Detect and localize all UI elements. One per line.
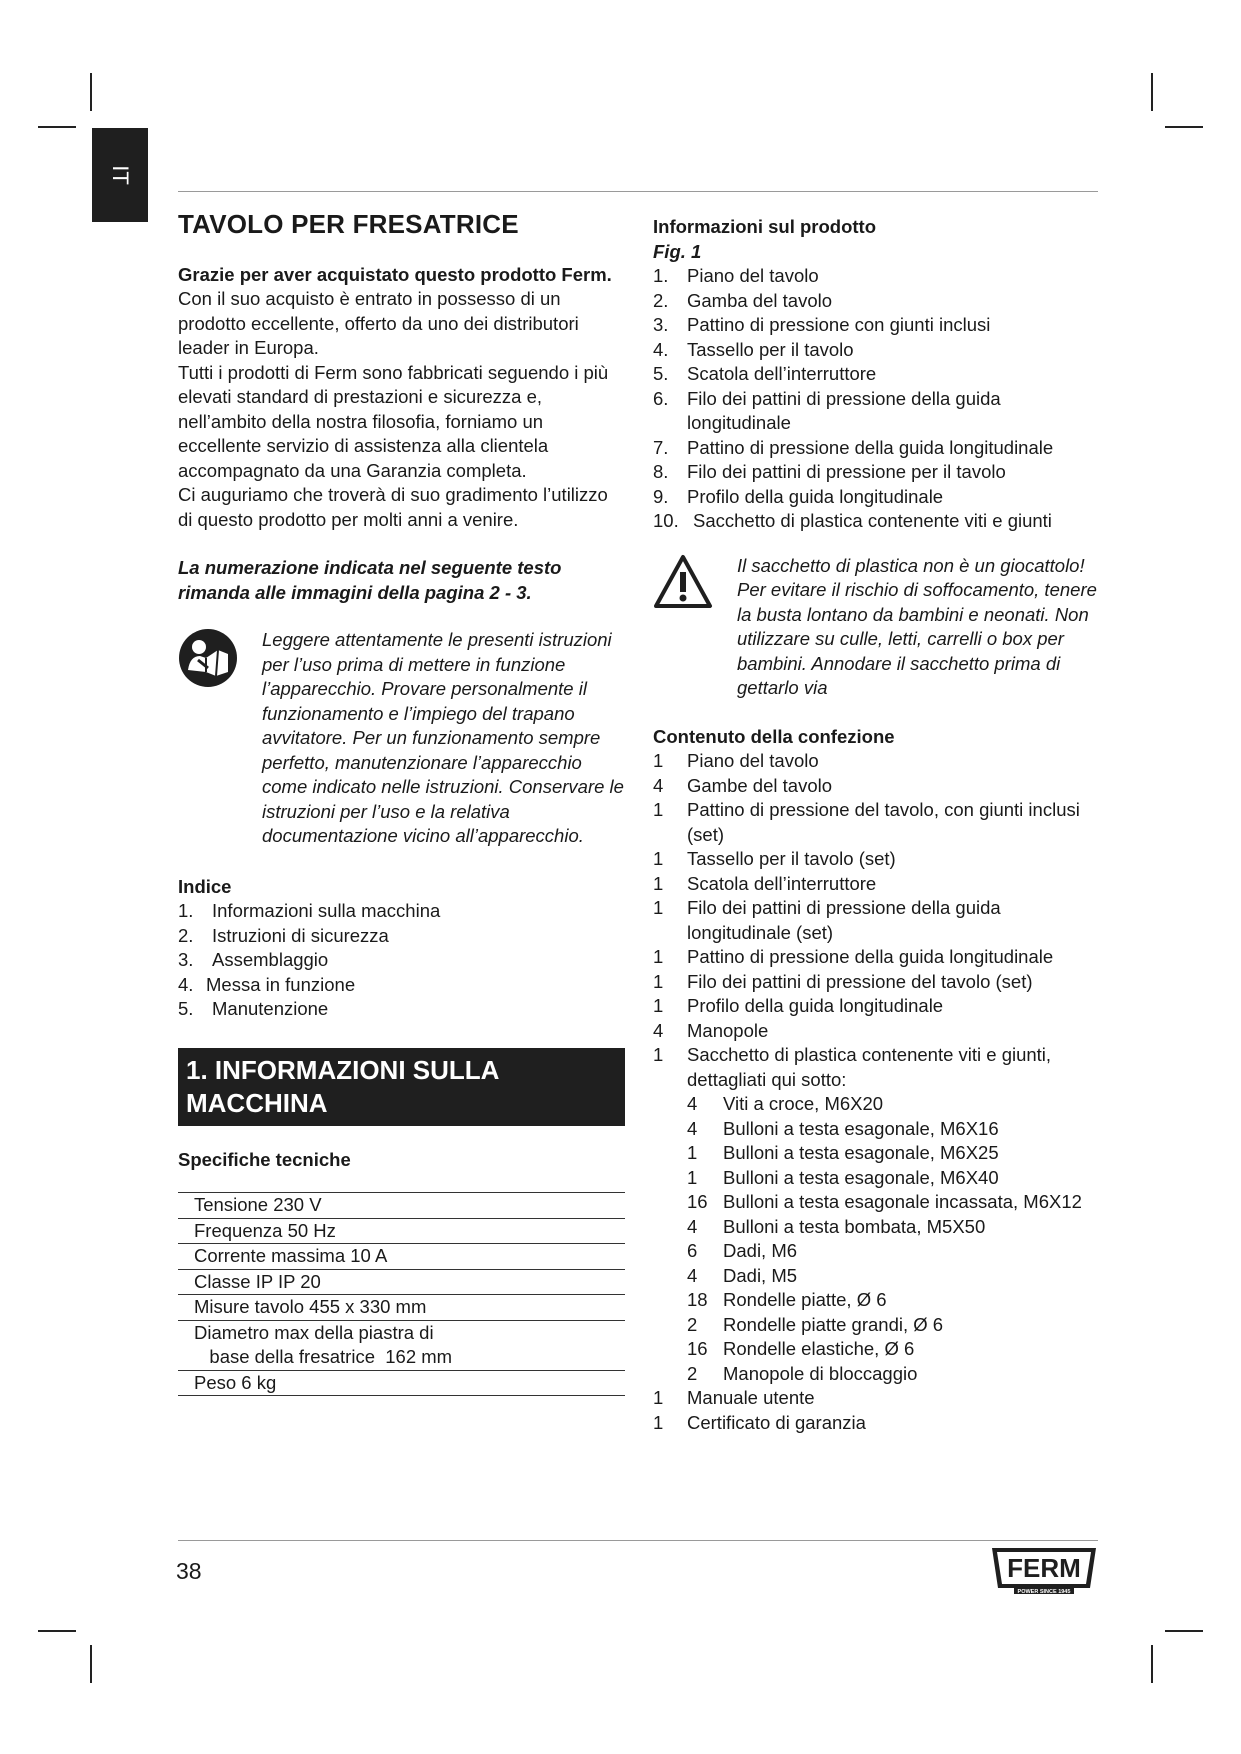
crop-mark [38, 1630, 76, 1632]
numbering-note: La numerazione indicata nel seguente testo rimanda alle immagini della pagina 2 - 3. [178, 557, 562, 603]
thanks-heading: Grazie per aver acquistato questo prodotto Ferm. [178, 263, 612, 285]
index-heading: Indice [178, 875, 232, 897]
crop-mark [1165, 1630, 1203, 1632]
suffocation-warning [653, 554, 1098, 701]
page-number: 38 [176, 1558, 202, 1584]
language-code: IT [108, 165, 133, 185]
contents-item: 1 Scatola dell’interruttore [653, 872, 877, 894]
hardware-item: 16 Bulloni a testa esagonale incassata, M6X12 [687, 1191, 1082, 1212]
header-rule [178, 191, 1098, 192]
spec-row: Corrente massima 10 A [178, 1244, 625, 1270]
spec-row: Misure tavolo 455 x 330 mm [178, 1295, 625, 1321]
spec-row: Peso 6 kg [178, 1371, 625, 1397]
hardware-item: 16 Rondelle elastiche, Ø 6 [687, 1338, 915, 1359]
left-column [178, 210, 625, 1396]
spec-row: base della fresatrice 162 mm [178, 1345, 625, 1371]
index-item: 3. Assemblaggio [178, 949, 329, 970]
footer-rule [178, 1540, 1098, 1541]
contents-list [653, 749, 1098, 1435]
index-item: 4. Messa in funzione [178, 973, 356, 995]
contents-heading: Contenuto della confezione [653, 725, 895, 747]
intro-paragraph: Con il suo acquisto è entrato in possesso di un prodotto eccellente, offerto da uno dei distributori leader in Europa. [178, 288, 579, 358]
specs-heading: Specifiche tecniche [178, 1148, 351, 1170]
hardware-item: 1 Bulloni a testa esagonale, M6X40 [687, 1166, 999, 1188]
contents-item: 1 Tassello per il tavolo (set) [653, 848, 896, 869]
warning-icon [653, 554, 737, 701]
spec-row: Tensione 230 V [178, 1192, 625, 1219]
contents-item: 1 Piano del tavolo [653, 750, 819, 771]
spec-table [178, 1192, 625, 1396]
hardware-item: 18 Rondelle piatte, Ø 6 [687, 1289, 887, 1310]
part-item: 9. Profilo della guida longitudinale [653, 485, 944, 507]
svg-text:POWER SINCE 1945: POWER SINCE 1945 [1017, 1589, 1071, 1595]
section-heading: 1. INFORMAZIONI SULLA MACCHINA [178, 1048, 625, 1126]
index-item: 2. Istruzioni di sicurezza [178, 924, 389, 946]
part-item: 5. Scatola dell’interruttore [653, 363, 877, 384]
contents-item: 1 Manuale utente [653, 1387, 815, 1408]
index-list [178, 899, 625, 1022]
svg-text:FERM: FERM [1007, 1553, 1081, 1583]
part-item: 7. Pattino di pressione della guida longitudinale [653, 436, 1054, 458]
contents-item: 1 Filo dei pattini di pressione della guida longitudinale (set) [653, 897, 1001, 943]
intro-paragraph: Tutti i prodotti di Ferm sono fabbricati seguendo i più elevati standard di prestazioni e sicurezza e, nell’ambito della nostra filosofia, forniamo un eccellente servizio di assistenza alla clientela accompagnato da una Garanzia completa. [178, 361, 609, 481]
page-title: TAVOLO PER FRESATRICE [178, 209, 519, 239]
manual-notice [178, 628, 625, 849]
manual-notice-text: Leggere attentamente le presenti istruzioni per l’uso prima di mettere in funzione l’apparecchio. Provare personalmente il funzionamento e l’impiego del trapano avvitatore. Per un funzionamento sempre perfetto, manutenzionare l’apparecchio come indicato nelle istruzioni. Conservare le istruzioni per l’uso e la relativa documentazione vicino all’apparecchio. [262, 629, 624, 846]
hardware-item: 4 Viti a croce, M6X20 [687, 1093, 884, 1114]
spec-row: Diametro max della piastra di [194, 1321, 434, 1343]
contents-item: 4 Manopole [653, 1019, 769, 1041]
ferm-logo [988, 1544, 1100, 1596]
contents-item: 1 Pattino di pressione del tavolo, con giunti inclusi (set) [653, 799, 1080, 845]
hardware-item: 2 Rondelle piatte grandi, Ø 6 [687, 1313, 944, 1335]
part-item: 3. Pattino di pressione con giunti inclusi [653, 314, 991, 335]
hardware-sublist [653, 1092, 1098, 1386]
crop-mark [1151, 1645, 1153, 1683]
crop-mark [1151, 73, 1153, 111]
index-item: 1. Informazioni sulla macchina [178, 900, 441, 921]
intro-paragraph: Ci auguriamo che troverà di suo gradimento l’utilizzo di questo prodotto per molti anni a venire. [178, 484, 608, 530]
part-item: 2. Gamba del tavolo [653, 289, 833, 311]
hardware-item: 4 Dadi, M5 [687, 1264, 798, 1286]
hardware-item: 4 Bulloni a testa esagonale, M6X16 [687, 1117, 999, 1139]
contents-item: 1 Pattino di pressione della guida longitudinale [653, 946, 1054, 967]
crop-mark [1165, 126, 1203, 128]
contents-item: 1 Profilo della guida longitudinale [653, 995, 944, 1016]
hardware-item: 4 Bulloni a testa bombata, M5X50 [687, 1215, 986, 1237]
part-item: 1. Piano del tavolo [653, 265, 819, 286]
part-item: 8. Filo dei pattini di pressione per il tavolo [653, 461, 1006, 482]
part-item: 10. Sacchetto di plastica contenente viti e giunti [653, 510, 1052, 531]
contents-item: 1 Certificato di garanzia [653, 1411, 866, 1433]
crop-mark [38, 126, 76, 128]
hardware-item: 6 Dadi, M6 [687, 1240, 798, 1261]
crop-mark [90, 73, 92, 111]
contents-item: 4 Gambe del tavolo [653, 774, 833, 796]
part-item: 4. Tassello per il tavolo [653, 338, 854, 360]
product-parts-list [653, 264, 1098, 534]
right-column [653, 215, 1098, 1435]
hardware-item: 1 Bulloni a testa esagonale, M6X25 [687, 1142, 999, 1163]
crop-mark [90, 1645, 92, 1683]
spec-row: Classe IP IP 20 [178, 1270, 625, 1296]
part-item: 6. Filo dei pattini di pressione della guida longitudinale [653, 387, 1001, 433]
hardware-item: 2 Manopole di bloccaggio [687, 1362, 918, 1384]
warning-text: Il sacchetto di plastica non è un giocattolo! Per evitare il rischio di soffocamento, tenere la busta lontano da bambini e neonati. Non utilizzare su culle, letti, carrelli o box per bambini. Annodare il sacchetto prima di gettarlo via [737, 554, 1097, 698]
figure-reference: Fig. 1 [653, 240, 702, 262]
language-tab [92, 128, 148, 222]
product-info-heading: Informazioni sul prodotto [653, 216, 877, 237]
index-item: 5. Manutenzione [178, 998, 329, 1019]
contents-item: 1 Filo dei pattini di pressione del tavolo (set) [653, 970, 1033, 992]
read-manual-icon [178, 628, 262, 849]
contents-item: 1 Sacchetto di plastica contenente viti e giunti, dettagliati qui sotto: [653, 1044, 1052, 1090]
spec-row: Frequenza 50 Hz [178, 1219, 625, 1245]
